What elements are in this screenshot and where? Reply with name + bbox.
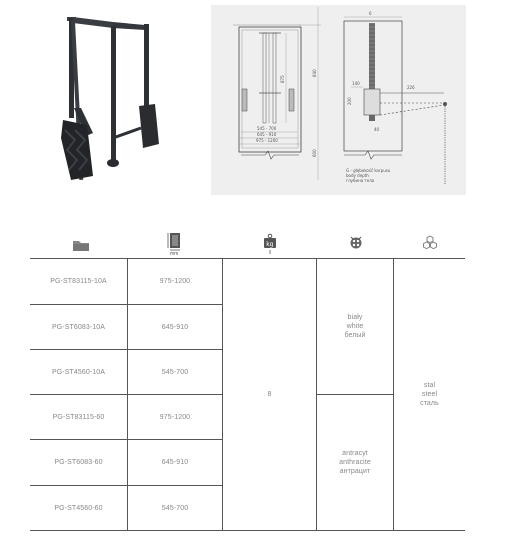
dim-side-height-2: 600	[312, 149, 317, 157]
row-5-range: 645-910	[161, 459, 189, 466]
color-anthracite-ru: антрацит	[339, 468, 371, 475]
dim-depth-small: 140	[352, 81, 360, 86]
dim-range-1: 545 - 700	[257, 126, 277, 131]
dim-height-inner: 200	[347, 97, 352, 105]
dim-side-height-1: 840	[312, 69, 317, 77]
load-value: 8	[267, 391, 272, 398]
drawing-caption-2: body depth	[346, 173, 369, 178]
material-en: steel	[421, 391, 438, 398]
color-anthracite-en: anthracite	[339, 459, 371, 466]
dim-height-range: 875	[280, 75, 285, 83]
color-anthracite	[317, 395, 393, 530]
technical-drawing	[211, 5, 466, 195]
material-pl: stal	[423, 382, 436, 389]
color-white-en: white	[346, 323, 364, 330]
row-1-range: 975-1200	[159, 278, 191, 285]
row-4-code: PG-ST83115-60	[52, 413, 105, 421]
material-ru: сталь	[420, 400, 439, 407]
row-2-code: PG-ST6083-10A	[51, 323, 106, 331]
color-white-pl: biały	[347, 314, 363, 321]
dim-offset: 40	[374, 127, 380, 132]
color-anthracite-pl: antracyt	[342, 450, 368, 457]
drawing-caption-1: G - głębokość korpusu	[346, 168, 391, 173]
product-photo	[45, 8, 180, 193]
dim-range-2: 645 - 910	[257, 132, 277, 137]
color-white	[317, 259, 393, 394]
dim-range-3: 975 - 1200	[256, 138, 278, 143]
dim-depth-main: 226	[407, 85, 415, 90]
dim-top-width: 6	[369, 11, 372, 16]
weight-icon	[260, 232, 280, 258]
row-5-code: PG-ST6083-60	[54, 459, 103, 466]
row-3-code: PG-ST4560-10A	[51, 368, 106, 376]
folder-icon	[71, 232, 91, 258]
row-6-range: 545-700	[161, 504, 189, 512]
svg-text:kg: kg	[266, 241, 274, 248]
material-cell	[394, 259, 465, 530]
color-white-ru: белый	[344, 332, 366, 339]
row-6-code: PG-ST4560-60	[54, 504, 103, 512]
material-icon	[420, 232, 440, 258]
color-icon	[346, 232, 366, 258]
row-4-range: 975-1200	[159, 413, 191, 421]
drawing-caption-3: глубина тела	[346, 178, 375, 183]
row-3-range: 545-700	[161, 368, 189, 376]
table-bottom-rule	[30, 530, 465, 531]
dimension-unit: mm	[170, 251, 179, 257]
row-1-code: PG-ST83115-10A	[50, 278, 107, 285]
row-2-range: 645-910	[161, 323, 189, 331]
